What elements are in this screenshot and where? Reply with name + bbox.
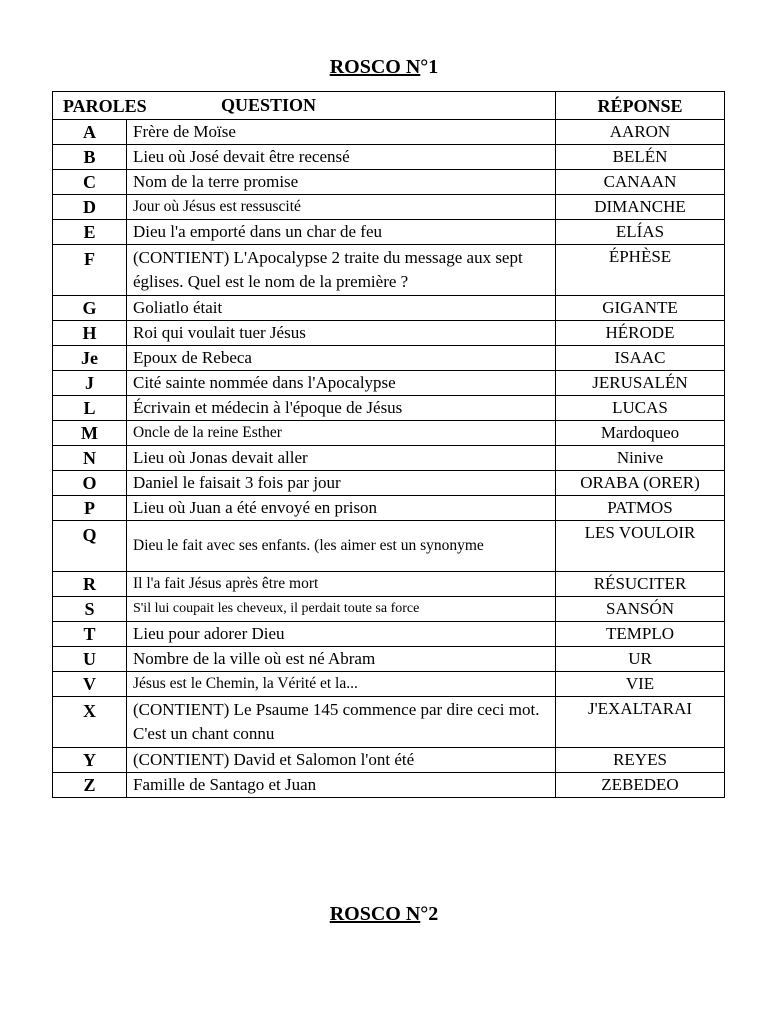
table-row — [53, 647, 725, 672]
table-row — [53, 597, 725, 622]
row-question: Famille de Santago et Juan — [127, 773, 556, 798]
row-question: Nombre de la ville où est né Abram — [127, 647, 556, 672]
row-question: Dieu le fait avec ses enfants. (les aimer est un synonyme — [127, 521, 556, 572]
table-row — [53, 773, 725, 798]
row-answer: TEMPLO — [556, 622, 725, 647]
row-letter: Z — [53, 773, 127, 798]
row-letter: E — [53, 220, 127, 245]
table-row — [53, 145, 725, 170]
row-question: Dieu l'a emporté dans un char de feu — [127, 220, 556, 245]
row-question: S'il lui coupait les cheveux, il perdait toute sa force — [127, 597, 556, 622]
row-answer: J'EXALTARAI — [556, 697, 725, 748]
row-letter: B — [53, 145, 127, 170]
table-row — [53, 321, 725, 346]
row-answer: ZEBEDEO — [556, 773, 725, 798]
row-letter: C — [53, 170, 127, 195]
table-row — [53, 521, 725, 572]
table-row — [53, 421, 725, 446]
row-letter: P — [53, 496, 127, 521]
header-paroles-question — [53, 92, 556, 120]
row-letter: D — [53, 195, 127, 220]
rosco-1-table — [52, 91, 725, 798]
table-row — [53, 446, 725, 471]
table-row — [53, 245, 725, 296]
row-question: (CONTIENT) L'Apocalypse 2 traite du message aux sept églises. Quel est le nom de la première ? — [127, 245, 556, 296]
row-answer: ISAAC — [556, 346, 725, 371]
row-answer: REYES — [556, 748, 725, 773]
row-answer: CANAAN — [556, 170, 725, 195]
row-letter: Je — [53, 346, 127, 371]
table-row — [53, 371, 725, 396]
row-question: Nom de la terre promise — [127, 170, 556, 195]
row-answer: ÉPHÈSE — [556, 245, 725, 296]
row-question: Goliatlo était — [127, 296, 556, 321]
table-row — [53, 622, 725, 647]
row-question: Lieu où Juan a été envoyé en prison — [127, 496, 556, 521]
row-letter: J — [53, 371, 127, 396]
row-question: Lieu où Jonas devait aller — [127, 446, 556, 471]
row-question: Écrivain et médecin à l'époque de Jésus — [127, 396, 556, 421]
row-answer: DIMANCHE — [556, 195, 725, 220]
row-question: Epoux de Rebeca — [127, 346, 556, 371]
row-question: Frère de Moïse — [127, 120, 556, 145]
row-answer: LUCAS — [556, 396, 725, 421]
row-question: Roi qui voulait tuer Jésus — [127, 321, 556, 346]
rosco-2-title-main: ROSCO N — [329, 903, 421, 925]
row-answer: ORABA (ORER) — [556, 471, 725, 496]
row-letter: Q — [53, 521, 127, 572]
row-answer: ELÍAS — [556, 220, 725, 245]
rosco-2-title — [0, 903, 768, 926]
row-letter: T — [53, 622, 127, 647]
row-answer: RÉSUCITER — [556, 572, 725, 597]
row-question: Oncle de la reine Esther — [127, 421, 556, 446]
row-letter: G — [53, 296, 127, 321]
row-answer: Mardoqueo — [556, 421, 725, 446]
table-row — [53, 471, 725, 496]
row-answer: VIE — [556, 672, 725, 697]
table-row — [53, 396, 725, 421]
row-question: Lieu où José devait être recensé — [127, 145, 556, 170]
row-answer: UR — [556, 647, 725, 672]
table-row — [53, 572, 725, 597]
row-answer: AARON — [556, 120, 725, 145]
row-answer: JERUSALÉN — [556, 371, 725, 396]
row-question: Cité sainte nommée dans l'Apocalypse — [127, 371, 556, 396]
header-reponse: RÉPONSE — [556, 92, 725, 120]
row-letter: U — [53, 647, 127, 672]
rosco-2-title-number: °2 — [420, 903, 439, 925]
table-row — [53, 496, 725, 521]
row-answer: LES VOULOIR — [556, 521, 725, 572]
row-letter: X — [53, 697, 127, 748]
table-row — [53, 748, 725, 773]
table-row — [53, 195, 725, 220]
row-answer: BELÉN — [556, 145, 725, 170]
row-letter: S — [53, 597, 127, 622]
row-letter: R — [53, 572, 127, 597]
row-answer: SANSÓN — [556, 597, 725, 622]
row-answer: GIGANTE — [556, 296, 725, 321]
row-letter: H — [53, 321, 127, 346]
row-answer: PATMOS — [556, 496, 725, 521]
row-answer: Ninive — [556, 446, 725, 471]
row-letter: V — [53, 672, 127, 697]
row-letter: O — [53, 471, 127, 496]
row-letter: F — [53, 245, 127, 296]
table-row — [53, 220, 725, 245]
row-question: Lieu pour adorer Dieu — [127, 622, 556, 647]
table-header-row — [53, 92, 725, 120]
row-letter: Y — [53, 748, 127, 773]
row-letter: M — [53, 421, 127, 446]
row-question: (CONTIENT) David et Salomon l'ont été — [127, 748, 556, 773]
row-question: Jésus est le Chemin, la Vérité et la... — [127, 672, 556, 697]
table-row — [53, 170, 725, 195]
table-row — [53, 346, 725, 371]
table-row — [53, 672, 725, 697]
row-question: Jour où Jésus est ressuscité — [127, 195, 556, 220]
table-row — [53, 120, 725, 145]
row-question: Daniel le faisait 3 fois par jour — [127, 471, 556, 496]
row-question: (CONTIENT) Le Psaume 145 commence par dire ceci mot. C'est un chant connu — [127, 697, 556, 748]
rosco-1-title — [0, 56, 768, 79]
header-question: QUESTION — [221, 95, 317, 115]
header-paroles: PAROLES — [63, 95, 147, 116]
table-row — [53, 296, 725, 321]
rosco-1-title-main: ROSCO N — [329, 56, 421, 78]
row-letter: L — [53, 396, 127, 421]
row-answer: HÉRODE — [556, 321, 725, 346]
row-letter: N — [53, 446, 127, 471]
rosco-1-title-number: °1 — [420, 56, 439, 78]
row-question: Il l'a fait Jésus après être mort — [127, 572, 556, 597]
row-letter: A — [53, 120, 127, 145]
table-row — [53, 697, 725, 748]
